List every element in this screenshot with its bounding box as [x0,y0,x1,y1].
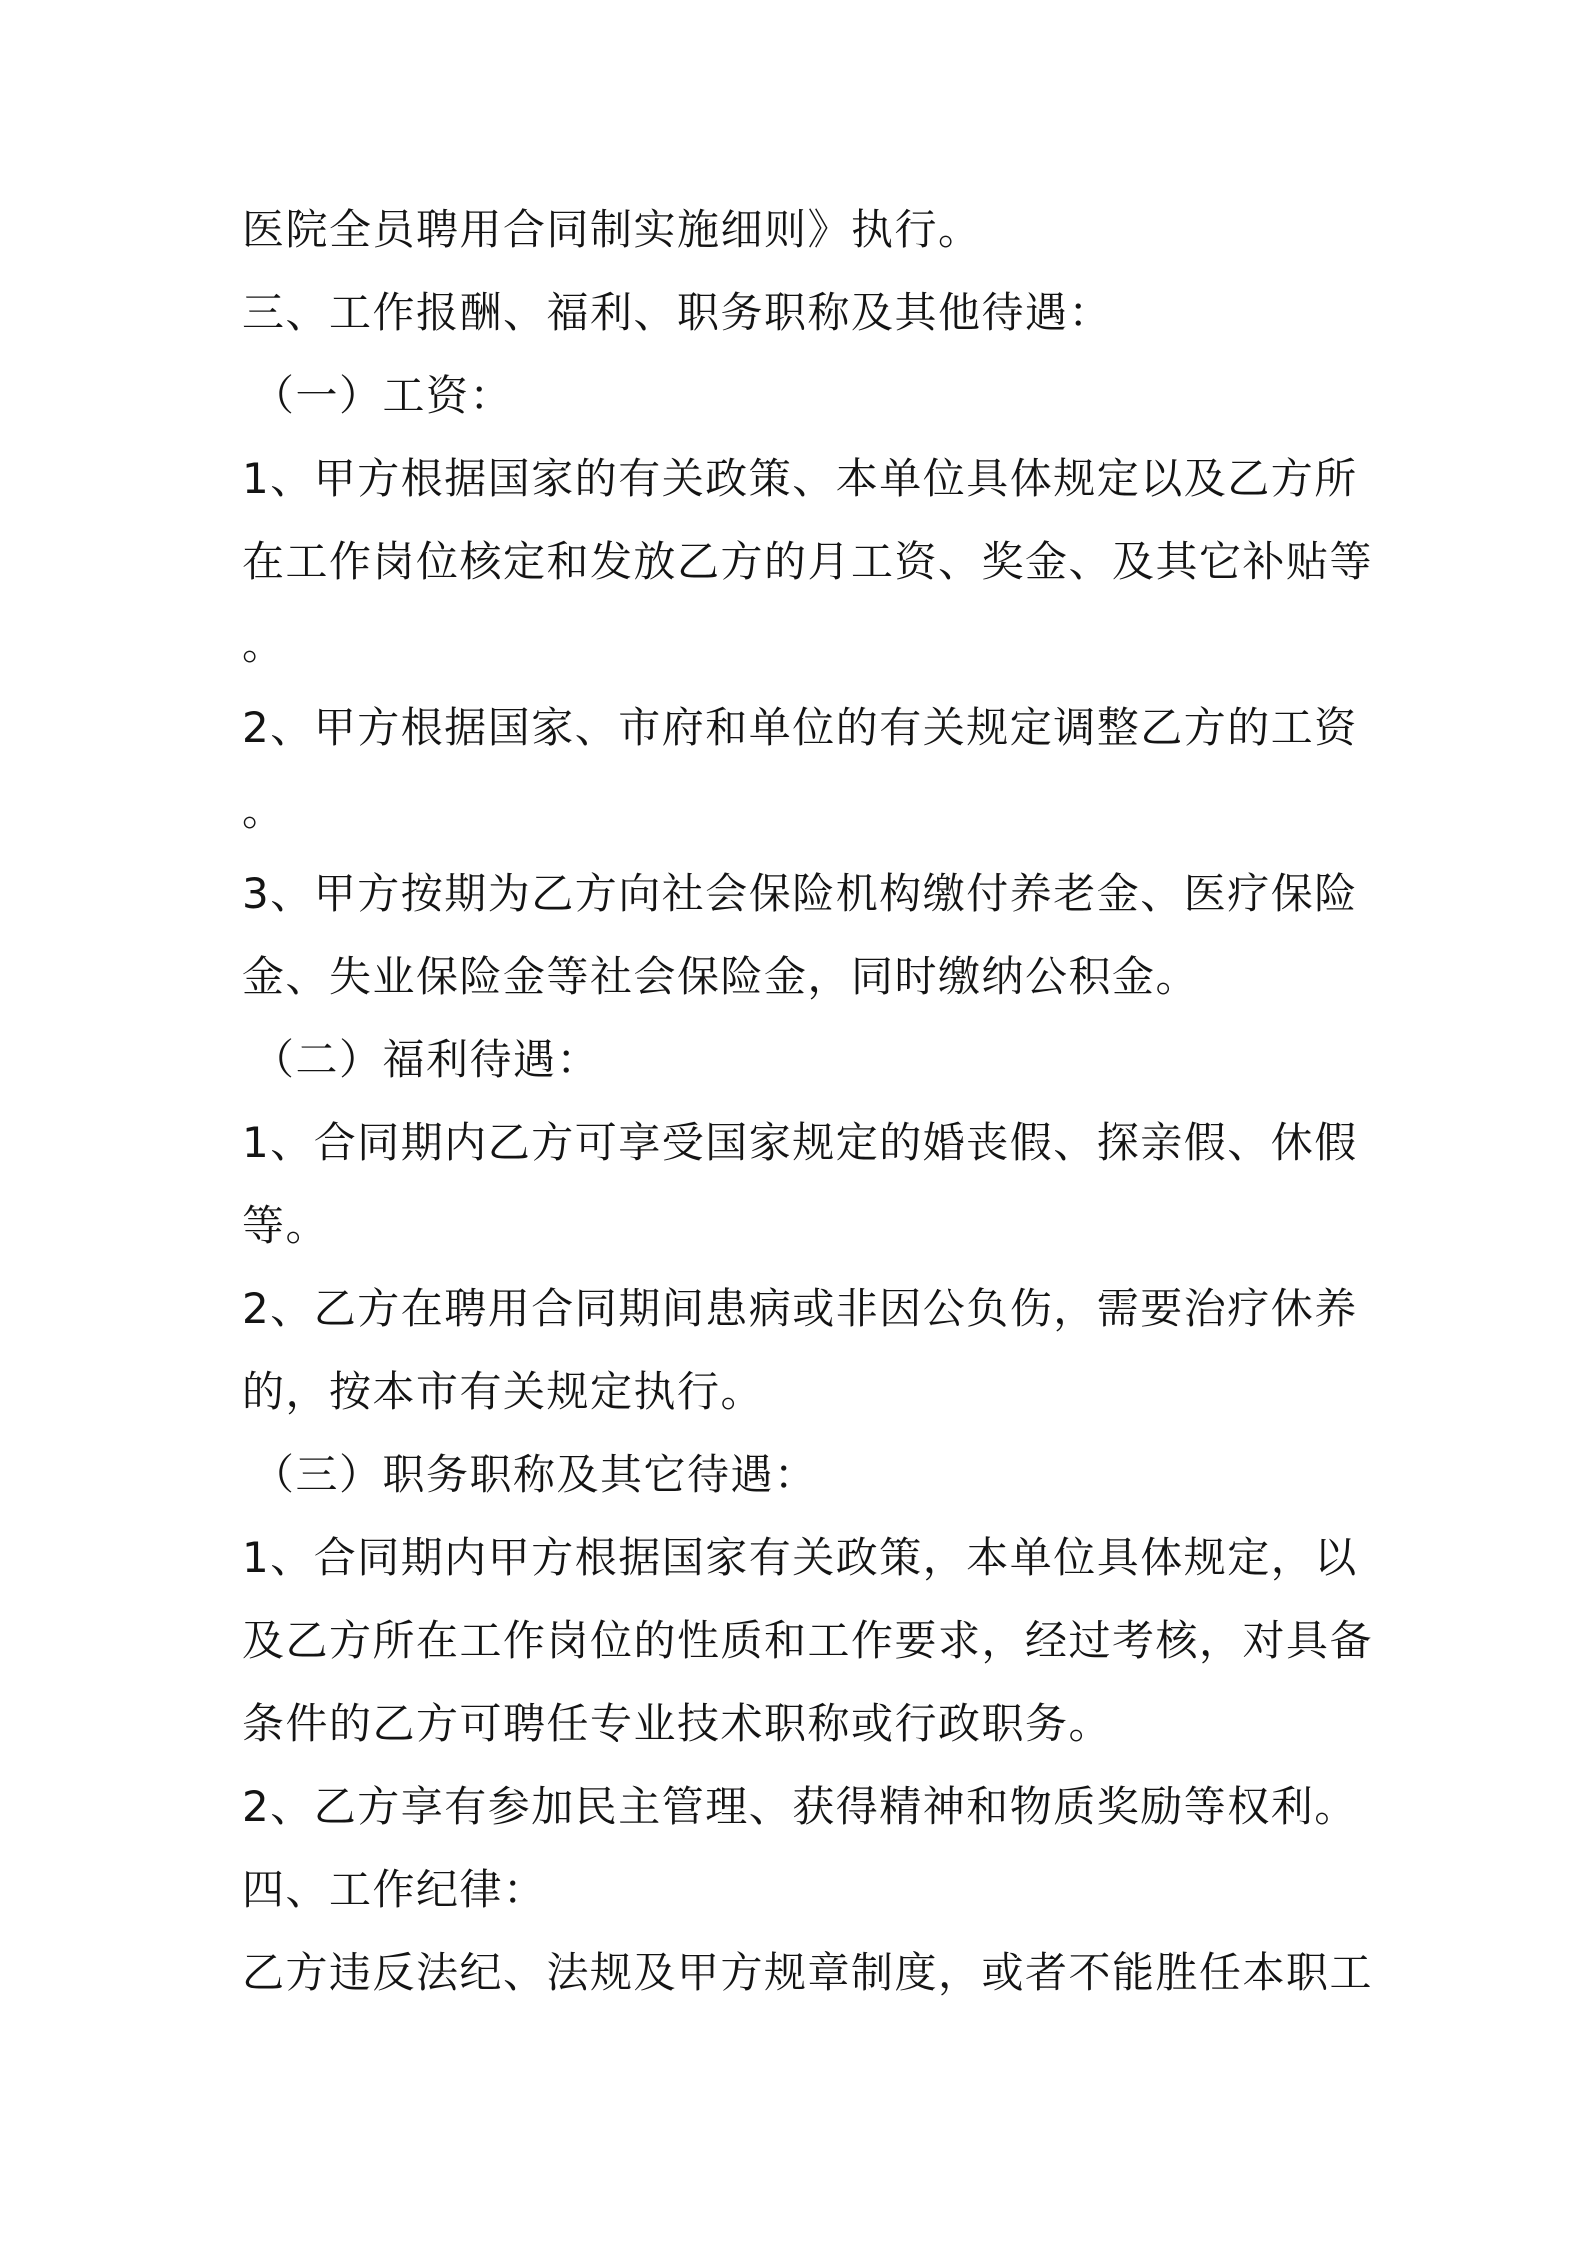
text-line: 的，按本市有关规定执行。 [242,1367,765,1416]
text-line: 条件的乙方可聘任专业技术职称或行政职务。 [242,1699,1113,1748]
section-heading: 三、工作报酬、福利、职务职称及其他待遇： [242,288,1113,337]
text-line: 1、合同期内乙方可享受国家规定的婚丧假、探亲假、休假 [242,1118,1358,1167]
text-line: 乙方违反法纪、法规及甲方规章制度，或者不能胜任本职工 [242,1948,1374,1997]
text-line: 2、甲方根据国家、市府和单位的有关规定调整乙方的工资 [242,703,1358,752]
subsection-heading: （二）福利待遇： [252,1035,601,1084]
text-line: 3、甲方按期为乙方向社会保险机构缴付养老金、医疗保险 [242,869,1358,918]
section-heading: 四、工作纪律： [242,1865,547,1914]
text-line: 2、乙方享有参加民主管理、获得精神和物质奖励等权利。 [242,1782,1358,1831]
text-line: 金、失业保险金等社会保险金，同时缴纳公积金。 [242,952,1200,1001]
subsection-heading: （三）职务职称及其它待遇： [252,1450,818,1499]
text-line: 2、乙方在聘用合同期间患病或非因公负伤，需要治疗休养 [242,1284,1358,1333]
text-line: 。 [242,786,286,835]
text-line: 在工作岗位核定和发放乙方的月工资、奖金、及其它补贴等 [242,537,1374,586]
text-line: 医院全员聘用合同制实施细则》执行。 [242,205,982,254]
text-line: 等。 [242,1201,330,1250]
subsection-heading: （一）工资： [252,371,514,420]
text-line: 1、甲方根据国家的有关政策、本单位具体规定以及乙方所 [242,454,1358,503]
text-line: 及乙方所在工作岗位的性质和工作要求，经过考核，对具备 [242,1616,1374,1665]
text-line: 。 [242,620,286,669]
text-line: 1、合同期内甲方根据国家有关政策，本单位具体规定，以 [242,1533,1358,1582]
